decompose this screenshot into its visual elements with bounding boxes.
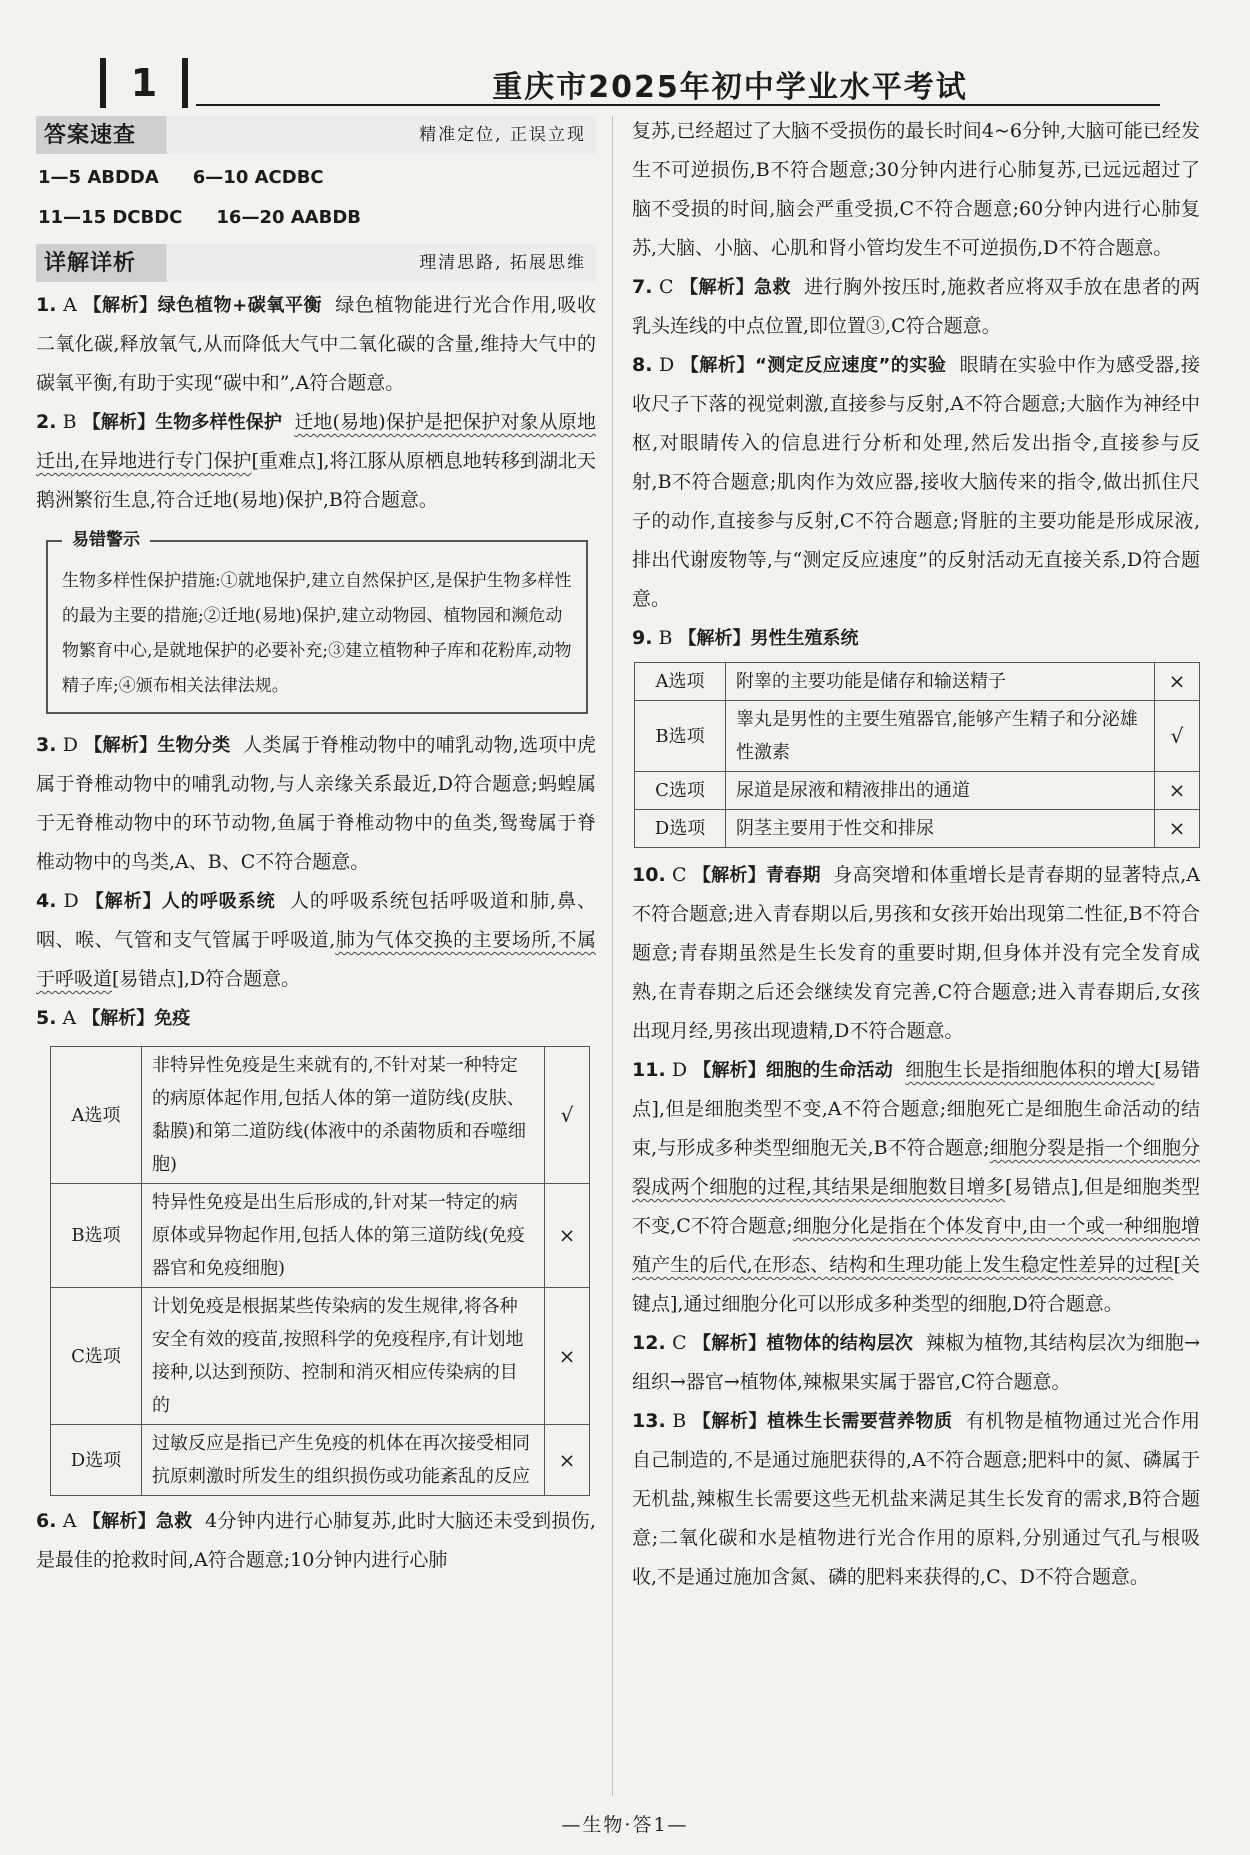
question-answer: A	[62, 1510, 77, 1532]
table-row	[635, 663, 1200, 701]
analysis-text: ,将江豚从原栖息地转移到湖北天鹅洲繁衍生息,符合迁地(易地)保护,B符合题意。	[36, 450, 597, 511]
cross-icon: ×	[545, 1425, 590, 1496]
analysis-text: 绿色植物能进行光合作用,吸收二氧化碳,释放氧气,从而降低大气中二氧化碳的含量,维持大气中的碳氧平衡,有助于实现“碳中和”,A符合题意。	[36, 294, 596, 394]
table-row	[51, 1288, 590, 1425]
question-3	[36, 726, 596, 882]
question-answer: C	[671, 864, 687, 886]
analysis-text: ,但是细胞类型不变,C不符合题意;	[632, 1176, 1200, 1237]
analysis-text: 身高突增和体重增长是青春期的显著特点,A不符合题意;进入青春期以后,男孩和女孩开始出现第二性征,B不符合题意;青春期虽然是生长发育的重要时期,但身体并没有完全发育成熟,在青春期之后还会继续发育完善,C符合题意;进入青春期后,女孩出现月经,男孩出现遗精,D不符合题意。	[632, 864, 1200, 1042]
quick-answer-title: 答案速查	[44, 122, 137, 148]
key-point: 细胞生长是指细胞体积的增大	[905, 1059, 1155, 1081]
option-label: C选项	[635, 772, 726, 810]
question-number: 12.	[632, 1332, 666, 1354]
question-number: 8.	[632, 354, 653, 376]
warning-title: 易错警示	[62, 528, 150, 552]
point-note: [重难点]	[251, 450, 324, 472]
answer-group: 16—20 AABDB	[216, 207, 361, 228]
detail-header	[36, 244, 596, 282]
analysis-text: 辣椒为植物,其结构层次为细胞→组织→器官→植物体,辣椒果实属于器官,C符合题意。	[632, 1332, 1200, 1393]
option-desc: 特异性免疫是出生后形成的,针对某一特定的病原体或异物起作用,包括人体的第三道防线(免疫器官和免疫细胞)	[142, 1184, 545, 1288]
question-number: 1.	[36, 294, 57, 316]
cross-icon: ×	[1155, 663, 1200, 701]
right-column	[632, 112, 1200, 1597]
analysis-tag: 【解析】急救	[680, 277, 792, 298]
question-number: 6.	[36, 1510, 57, 1532]
option-desc: 阴茎主要用于性交和排尿	[726, 810, 1155, 848]
analysis-tag: 【解析】生物多样性保护	[82, 412, 282, 433]
option-label: B选项	[635, 701, 726, 772]
question-11	[632, 1051, 1200, 1324]
option-desc: 附睾的主要功能是储存和输送精子	[726, 663, 1155, 701]
answer-row	[36, 198, 596, 238]
question-13	[632, 1402, 1200, 1597]
option-desc: 过敏反应是指已产生免疫的机体在再次接受相同抗原刺激时所发生的组织损伤或功能紊乱的反应	[142, 1425, 545, 1496]
analysis-tag: 【解析】免疫	[82, 1008, 191, 1029]
analysis-tag: 【解析】绿色植物+碳氧平衡	[83, 295, 323, 316]
analysis-tag: 【解析】急救	[82, 1511, 193, 1532]
warning-box	[46, 530, 588, 714]
question-answer: D	[63, 890, 79, 912]
analysis-tag: 【解析】细胞的生命活动	[693, 1060, 893, 1081]
analysis-text-part2: 复苏,已经超过了大脑不受损伤的最长时间4~6分钟,大脑可能已经发生不可逆损伤,B不符合题意;30分钟内进行心肺复苏,已远远超过了脑不受损的时间,脑会严重受损,C不符合题意;60分钟内进行心肺复苏,大脑、小脑、心肌和肾小管均发生不可逆损伤,D不符合题意。	[632, 120, 1200, 259]
answer-group: 1—5 ABDDA	[38, 167, 159, 188]
question-answer: D	[659, 354, 675, 376]
cross-icon: ×	[1155, 810, 1200, 848]
reproductive-table-wrap	[634, 662, 1200, 848]
check-icon: √	[545, 1047, 590, 1184]
question-9	[632, 619, 1200, 658]
cross-icon: ×	[1155, 772, 1200, 810]
exam-title: 重庆市2025年初中学业水平考试	[492, 70, 968, 105]
question-answer: D	[671, 1059, 688, 1081]
question-6	[36, 1502, 596, 1580]
point-note: [易错点]	[1005, 1176, 1079, 1198]
point-note: [关键点]	[632, 1254, 1200, 1315]
analysis-tag: 【解析】青春期	[692, 865, 821, 886]
option-label: C选项	[51, 1288, 142, 1425]
question-answer: C	[659, 276, 674, 298]
check-icon: √	[1155, 701, 1200, 772]
table-row	[635, 772, 1200, 810]
cross-icon: ×	[545, 1184, 590, 1288]
question-number: 2.	[36, 411, 57, 433]
option-label: A选项	[51, 1047, 142, 1184]
question-answer: A	[62, 1007, 77, 1029]
answer-row	[36, 158, 596, 198]
analysis-text: 人类属于脊椎动物中的哺乳动物,选项中虎属于脊椎动物中的哺乳动物,与人亲缘关系最近,D符合题意;蚂蝗属于无脊椎动物中的环节动物,鱼属于脊椎动物中的鱼类,鸳鸯属于脊椎动物中的鸟类,A、B、C不符合题意。	[36, 734, 596, 873]
analysis-tail: ,D符合题意。	[183, 968, 301, 990]
key-point: 肺为气体交换的主要场所,不属于呼吸道	[36, 929, 597, 990]
point-note: [易错点]	[632, 1059, 1200, 1120]
option-label: D选项	[51, 1425, 142, 1496]
warning-text: 生物多样性保护措施:①就地保护,建立自然保护区,是保护生物多样性的最为主要的措施;②迁地(易地)保护,建立动物园、植物园和濒危动物繁育中心,是就地保护的必要补充;③建立植物种子库和花粉库,动物精子库;④颁布相关法律法规。	[62, 571, 572, 696]
analysis-text: ,但是细胞类型不变,A不符合题意;细胞死亡是细胞生命活动的结束,与形成多种类型细胞无关,B不符合题意;	[632, 1098, 1200, 1159]
option-desc: 尿道是尿液和精液排出的通道	[726, 772, 1155, 810]
immunity-table-wrap	[50, 1046, 590, 1496]
immunity-table	[50, 1046, 590, 1496]
analysis-tag: 【解析】男性生殖系统	[678, 628, 859, 649]
analysis-text: 眼睛在实验中作为感受器,接收尺子下落的视觉刺激,直接参与反射,A不符合题意;大脑作为神经中枢,对眼睛传入的信息进行分析和处理,然后发出指令,直接参与反射,B不符合题意;肌肉作为效应器,接收大脑传来的指令,做出抓住尺子的动作,直接参与反射,C不符合题意;肾脏的主要功能是形成尿液,排出代谢废物等,与“测定反应速度”的反射活动无直接关系,D符合题意。	[632, 354, 1200, 610]
table-row	[51, 1184, 590, 1288]
section-number: 1	[100, 58, 188, 108]
column-divider	[612, 116, 613, 1796]
quick-answer-header	[36, 116, 596, 154]
option-label: D选项	[635, 810, 726, 848]
option-desc: 非特异性免疫是生来就有的,不针对某一种特定的病原体起作用,包括人体的第一道防线(皮肤、黏膜)和第二道防线(体液中的杀菌物质和吞噬细胞)	[142, 1047, 545, 1184]
quick-answer-tag: 精准定位, 正误立现	[419, 124, 586, 145]
question-7	[632, 268, 1200, 346]
option-desc: 睾丸是男性的主要生殖器官,能够产生精子和分泌雄性激素	[726, 701, 1155, 772]
question-10	[632, 856, 1200, 1051]
analysis-tag: 【解析】植株生长需要营养物质	[692, 1411, 953, 1432]
answer-group: 11—15 DCBDC	[38, 207, 183, 228]
key-point: 细胞分裂是指一个细胞分裂成两个细胞的过程,其结果是细胞数目增多	[632, 1137, 1200, 1198]
point-note: [易错点]	[112, 968, 184, 990]
key-point: 迁地(易地)保护是把保护对象从原地迁出,在异地进行专门保护	[36, 411, 596, 472]
question-number: 5.	[36, 1007, 57, 1029]
analysis-text: 进行胸外按压时,施救者应将双手放在患者的两乳头连线的中点位置,即位置③,C符合题意。	[632, 276, 1201, 337]
question-4	[36, 882, 596, 999]
left-column	[36, 116, 596, 1580]
question-number: 4.	[36, 890, 57, 912]
question-number: 7.	[632, 276, 653, 298]
question-number: 9.	[632, 627, 653, 649]
analysis-text: 人的呼吸系统包括呼吸道和肺,鼻、咽、喉、气管和支气管属于呼吸道,	[36, 890, 596, 951]
option-label: A选项	[635, 663, 726, 701]
analysis-text: ,通过细胞分化可以形成多种类型的细胞,D符合题意。	[677, 1293, 1123, 1315]
analysis-tag: 【解析】“测定反应速度”的实验	[680, 355, 947, 376]
question-answer: C	[672, 1332, 687, 1354]
question-answer: B	[658, 627, 673, 649]
page-footer: —生物·答1—	[561, 1814, 689, 1836]
detail-tag: 理清思路, 拓展思维	[419, 252, 586, 273]
analysis-text: 有机物是植物通过光合作用自己制造的,不是通过施肥获得的,A不符合题意;肥料中的氮、磷属于无机盐,辣椒生长需要这些无机盐来满足其生长发育的需求,B符合题意;二氧化碳和水是植物进行光合作用的原料,分别通过气孔与根吸收,不是通过施加含氮、磷的肥料来获得的,C、D不符合题意。	[632, 1410, 1201, 1588]
answer-group: 6—10 ACDBC	[192, 167, 324, 188]
cross-icon: ×	[545, 1288, 590, 1425]
analysis-tag: 【解析】人的呼吸系统	[85, 891, 276, 912]
question-number: 11.	[632, 1059, 666, 1081]
option-label: B选项	[51, 1184, 142, 1288]
question-8	[632, 346, 1200, 619]
question-answer: B	[62, 411, 77, 433]
question-12	[632, 1324, 1200, 1402]
analysis-tag: 【解析】植物体的结构层次	[693, 1333, 914, 1354]
question-number: 10.	[632, 864, 666, 886]
analysis-text-part1: 4分钟内进行心肺复苏,此时大脑还未受到损伤,是最佳的抢救时间,A符合题意;10分钟内进行心肺	[36, 1510, 596, 1571]
option-desc: 计划免疫是根据某些传染病的发生规律,将各种安全有效的疫苗,按照科学的免疫程序,有计划地接种,以达到预防、控制和消灭相应传染病的目的	[142, 1288, 545, 1425]
table-row	[51, 1425, 590, 1496]
header-rule	[196, 104, 1160, 106]
key-point: 细胞分化是指在个体发育中,由一个或一种细胞增殖产生的后代,在形态、结构和生理功能上发生稳定性差异的过程	[632, 1215, 1200, 1276]
question-2	[36, 403, 596, 520]
question-answer: B	[672, 1410, 687, 1432]
table-row	[51, 1047, 590, 1184]
question-number: 3.	[36, 734, 57, 756]
reproductive-table	[634, 662, 1200, 848]
question-1	[36, 286, 596, 403]
question-6-continued	[632, 112, 1200, 268]
question-answer: A	[63, 294, 77, 316]
analysis-tag: 【解析】生物分类	[84, 735, 231, 756]
question-number: 13.	[632, 1410, 666, 1432]
table-row	[635, 701, 1200, 772]
question-answer: D	[62, 734, 78, 756]
detail-title: 详解详析	[44, 250, 137, 276]
question-5	[36, 999, 596, 1038]
table-row	[635, 810, 1200, 848]
